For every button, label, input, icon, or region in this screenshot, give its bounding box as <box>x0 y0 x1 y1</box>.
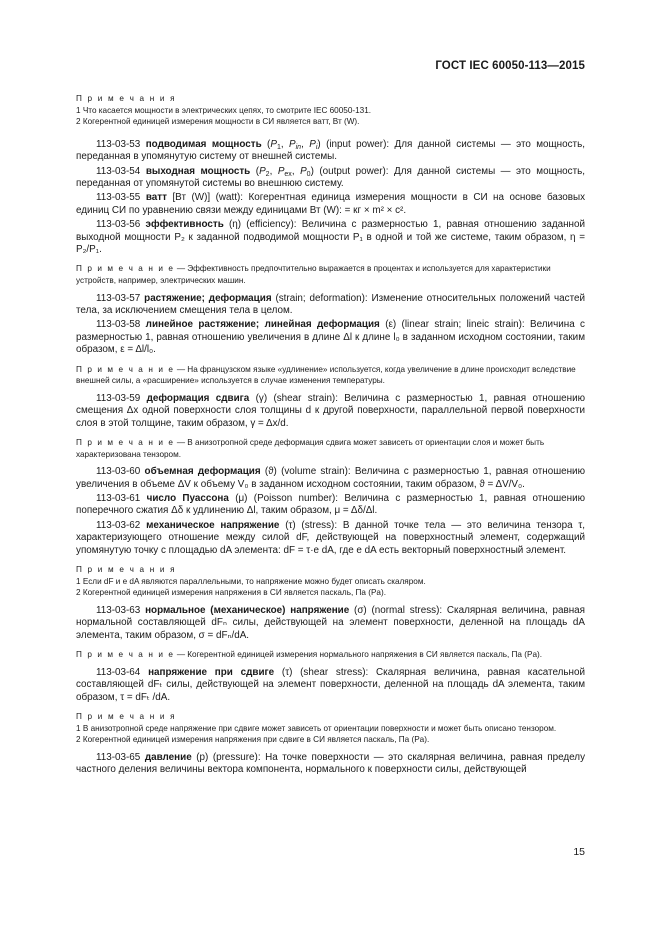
note-block <box>76 263 585 286</box>
term-definition: (p) (pressure): На точке поверхности — это скалярная величина, равная пределу частного деления величины вектора компонента, нормального к поверхности силы, действующей <box>76 751 586 776</box>
term-number: 113-03-56 <box>96 219 141 231</box>
term-number: 113-03-62 <box>96 519 141 531</box>
note-item: 2 Когерентной единицей измерения напряжения в СИ является паскаль, Па (Pa). <box>76 588 386 598</box>
note-item <box>76 263 585 286</box>
term-name: деформация сдвига <box>146 392 250 404</box>
note-block <box>76 437 585 460</box>
term-definition: (ε) (linear strain; lineic strain): Величина с размерностью 1, равная отношению увеличения в длине Δl к длине l₀ в заданном исходном состоянии, таким образом, ε = Δl/l₀. <box>76 319 585 356</box>
term-name: выходная мощность <box>145 165 251 177</box>
term-number: 113-03-57 <box>96 292 141 304</box>
term-definition: (μ) (Poisson number): Величина с размерностью 1, равная отношению поперечного сжатия Δδ к удлинению Δl, таким образом, μ = Δδ/Δl. <box>76 493 585 517</box>
note-item: 1 Если dF и e dA являются параллельными, то напряжение можно будет описать скаляром. <box>76 576 426 586</box>
note-text: — В анизотропной среде деформация сдвига может зависеть от ориентации слоя и может быть характеризована тензором. <box>76 438 545 459</box>
term-definition: (τ) (shear stress): Скалярная величина, равная касательной составляющей dFₜ силы, действующей на элемент поверхности, деленной на площадь dA элемента, таким образом, τ = dFₜ /dA. <box>76 666 585 703</box>
note-block <box>76 711 585 746</box>
note-heading: П р и м е ч а н и я <box>76 711 177 721</box>
term-entry <box>76 752 585 777</box>
term-name: объемная деформация <box>144 466 261 478</box>
note-item: 2 Когерентной единицей измерения напряжения при сдвиге в СИ является паскаль, Па (Pa). <box>76 735 430 745</box>
term-number: 113-03-55 <box>96 192 141 204</box>
term-name: линейное растяжение; линейная деформация <box>145 319 380 331</box>
term-entry <box>76 605 585 642</box>
page-number: 15 <box>573 846 585 858</box>
term-number: 113-03-54 <box>96 165 141 177</box>
term-entry <box>76 493 585 518</box>
term-name: ватт <box>145 192 167 204</box>
term-name: давление <box>144 751 192 763</box>
term-number: 113-03-58 <box>96 319 141 331</box>
term-name: подводимая мощность <box>145 138 262 150</box>
term-entry <box>76 667 585 704</box>
note-block <box>76 364 585 387</box>
term-entry: 113-03-53 подводимая мощность ($P_1$, $P_{in}$, $P_i$) (input power): Для данной системы — это мощность, переданная в упомянутую систему от внешней системы. <box>76 138 585 163</box>
note-block <box>76 93 585 128</box>
term-entry <box>76 520 585 557</box>
note-heading: П р и м е ч а н и я <box>76 565 177 575</box>
term-definition: (η) (efficiency): Величина с размерностью 1, равная отношению заданной выходной мощности P₂ к заданной подводимой мощности P₁ в одной и той же системе, таким образом, η = P₂/P₁. <box>76 219 585 256</box>
note-item <box>76 437 585 460</box>
note-text: — Когерентной единицей измерения нормального напряжения в СИ является паскаль, Па (Pa). <box>176 650 543 660</box>
note-item: 2 Когерентной единицей измерения мощности в СИ является ватт, Вт (W). <box>76 117 360 127</box>
note-item: 1 В анизотропной среде напряжение при сдвиге может зависеть от ориентации поверхности и может быть описано тензором. <box>76 723 557 733</box>
note-label: П р и м е ч а н и е <box>76 438 175 448</box>
term-definition: [Вт (W)] (watt): Когерентная единица измерения мощности в СИ на основе базовых единиц СИ по уравнению связи между единицами Вт (W): = кг × m² × c². <box>76 192 586 216</box>
term-number: 113-03-59 <box>96 392 141 404</box>
note-item <box>76 364 585 387</box>
term-entry <box>76 219 585 256</box>
term-definition: (strain; deformation): Изменение относительных положений частей тела, за исключением смещения тела в целом. <box>76 292 585 317</box>
term-number: 113-03-65 <box>96 751 141 763</box>
term-definition: (output power): Для данной системы — это мощность, переданная от упомянутой системы во внешнюю систему. <box>76 165 585 189</box>
note-text: — Эффективность предпочтительно выражается в процентах и используется для характеристики устройств, например, электрических машин. <box>76 264 551 286</box>
note-label: П р и м е ч а н и е <box>76 650 175 660</box>
note-block <box>76 564 585 599</box>
term-number: 113-03-60 <box>96 466 141 478</box>
term-entry: 113-03-54 выходная мощность ($P_2$, $P_{ex}$, $P_0$) (output power): Для данной системы — это мощность, переданная от упомянутой системы во внешнюю систему. <box>76 165 585 189</box>
term-number: 113-03-61 <box>96 493 141 505</box>
term-definition: (σ) (normal stress): Скалярная величина, равная нормальной составляющей dFₙ силы, действующей на элемент поверхности, деленной на площадь dA элемента, таким образом, σ = dFₙ/dA. <box>76 604 585 641</box>
term-entry <box>76 319 585 356</box>
term-entry <box>76 192 585 217</box>
note-item: 1 Что касается мощности в электрических цепях, то смотрите IEC 60050-131. <box>76 105 372 115</box>
note-item <box>76 649 585 661</box>
term-name: эффективность <box>145 219 224 231</box>
term-name: нормальное (механическое) напряжение <box>145 604 350 616</box>
term-definition: (ϑ) (volume strain): Величина с размерностью 1, равная отношению увеличения в объеме ΔV к объему V₀ в заданном исходном состоянии, таким образом, ϑ = ΔV/V₀. <box>76 466 585 490</box>
term-name: механическое напряжение <box>146 519 280 531</box>
term-number: 113-03-53 <box>96 138 141 150</box>
term-entry <box>76 466 585 491</box>
term-number: 113-03-64 <box>96 666 141 678</box>
term-entry <box>76 293 585 318</box>
term-name: растяжение; деформация <box>144 292 272 304</box>
standard-header: ГОСТ IEC 60050-113—2015 <box>435 60 585 72</box>
note-label: П р и м е ч а н и е <box>76 364 175 374</box>
note-block <box>76 649 585 661</box>
page-content <box>76 93 585 779</box>
term-definition: (γ) (shear strain): Величина с размерностью 1, равная отношению смещения Δx одной поверхности слоя толщины d к другой поверхности, параллельной первой поверхности слоя в этой толщине, таким образом, γ = Δx/d. <box>76 392 585 429</box>
note-text: — На французском языке «удлинение» используется, когда увеличение в длине происходит вследствие внешней силы, а «расширение» используется в случае изменения температуры. <box>76 364 576 386</box>
term-number: 113-03-63 <box>96 604 141 616</box>
term-definition: (τ) (stress): В данной точке тела — это величина тензора τ, характеризующего отношение между силой dF, действующей на поверхностный элемент, содержащий упомянутую точку с площадью dA элемента: dF = τ·e dA, где e dA есть векторный поверхностный элемент. <box>76 519 585 556</box>
term-name: число Пуассона <box>146 493 229 505</box>
term-definition: (input power): Для данной системы — это мощность, переданная в упомянутую систему от внешней системы. <box>76 138 585 163</box>
term-entry <box>76 393 585 430</box>
note-label: П р и м е ч а н и е <box>76 264 175 274</box>
term-name: напряжение при сдвиге <box>148 666 275 678</box>
note-heading: П р и м е ч а н и я <box>76 94 177 103</box>
